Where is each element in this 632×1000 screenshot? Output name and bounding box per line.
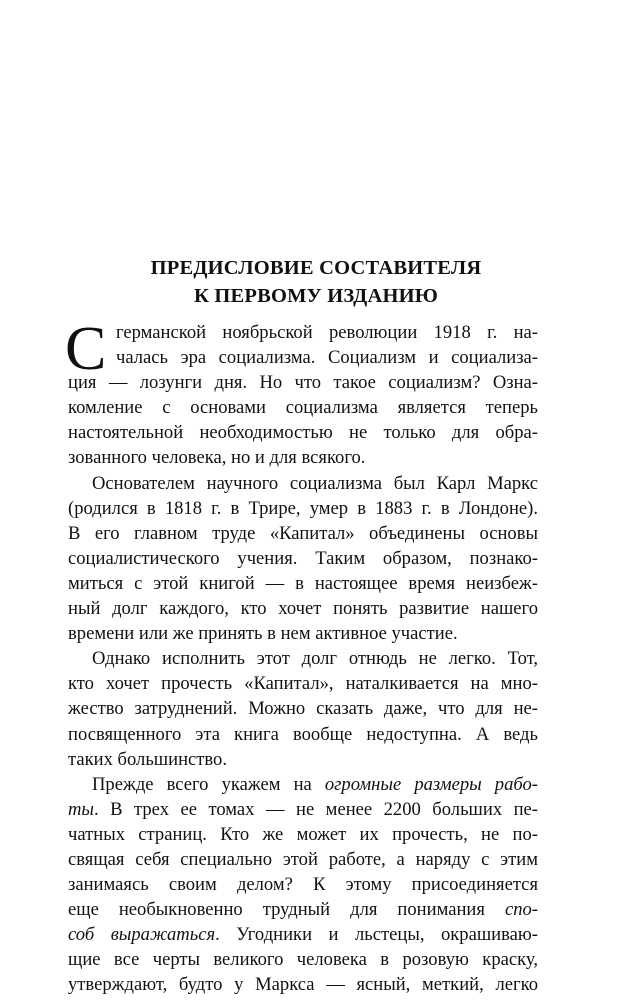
text-line: щие все черты великого человека в розовую краску,	[68, 949, 538, 971]
text-line	[68, 772, 538, 797]
text-line: германской ноябрьской революции 1918 г. на-	[116, 322, 538, 343]
body-text	[65, 315, 538, 998]
text-line: занимаясь своим делом? К этому присоединяется	[68, 874, 538, 896]
text-line: жество затруднений. Можно сказать даже, что для не-	[68, 698, 538, 720]
text-line: зованного человека, но и для всякого.	[68, 447, 366, 469]
paragraph-1	[65, 315, 538, 471]
drop-cap: С	[65, 315, 107, 383]
chapter-heading	[0, 254, 632, 310]
paragraph-3	[68, 646, 538, 771]
text-line: Основателем научного социализма был Карл Маркс	[92, 472, 538, 494]
text-line: ный долг каждого, кто хочет понять развитие нашего	[68, 598, 538, 620]
text-line: комление с основами социализма является теперь	[68, 397, 538, 419]
text-line: настоятельной необходимостью не только для обра-	[68, 422, 538, 444]
text-run: Прежде всего укажем на	[92, 773, 325, 795]
text-line: свящая себя специально этой работе, а наряду с этим	[68, 848, 538, 870]
text-line	[68, 922, 538, 947]
text-line: чалась эра социализма. Социализм и социализа-	[116, 347, 538, 369]
text-line: чатных страниц. Кто же может их прочесть, не по-	[68, 823, 538, 845]
text-run: еще необыкновенно трудный для понимания	[68, 899, 505, 921]
text-line: посвященного эта книга вообще недоступна. А ведь	[68, 723, 538, 745]
text-line	[68, 897, 538, 922]
text-line: миться с этой книгой — в настоящее время неизбеж-	[68, 572, 538, 594]
heading-line-2: К ПЕРВОМУ ИЗДАНИЮ	[193, 285, 439, 307]
heading-line-1: ПРЕДИСЛОВИЕ СОСТАВИТЕЛЯ	[150, 257, 482, 279]
text-line: таких большинство.	[68, 748, 228, 770]
text-line: В его главном труде «Капитал» объединены основы	[68, 522, 538, 544]
italic-emphasis: огромные размеры рабо-	[324, 773, 538, 795]
text-line	[68, 797, 538, 822]
italic-emphasis: соб выражаться	[68, 924, 216, 946]
text-line: кто хочет прочесть «Капитал», наталкивается на мно-	[68, 673, 538, 695]
text-line: (родился в 1818 г. в Трире, умер в 1883 г. в Лондоне).	[68, 497, 538, 519]
italic-emphasis: ты	[68, 798, 95, 820]
text-run: . В трех ее томах — не менее 2200 больших пе-	[94, 798, 538, 820]
text-line: времени или же принять в нем активное участие.	[68, 623, 458, 645]
paragraph-4	[68, 772, 538, 998]
text-run: . Угодники и льстецы, окрашиваю-	[215, 924, 538, 946]
paragraph-2	[68, 471, 538, 647]
text-line: Однако исполнить этот долг отнюдь не легко. Тот,	[92, 648, 538, 670]
text-line: ция — лозунги дня. Но что такое социализм? Озна-	[68, 372, 538, 394]
text-line: социалистического учения. Таким образом, познако-	[68, 547, 538, 569]
text-line: утверждают, будто у Маркса — ясный, меткий, легко	[68, 974, 538, 996]
italic-emphasis: спо-	[504, 899, 538, 921]
